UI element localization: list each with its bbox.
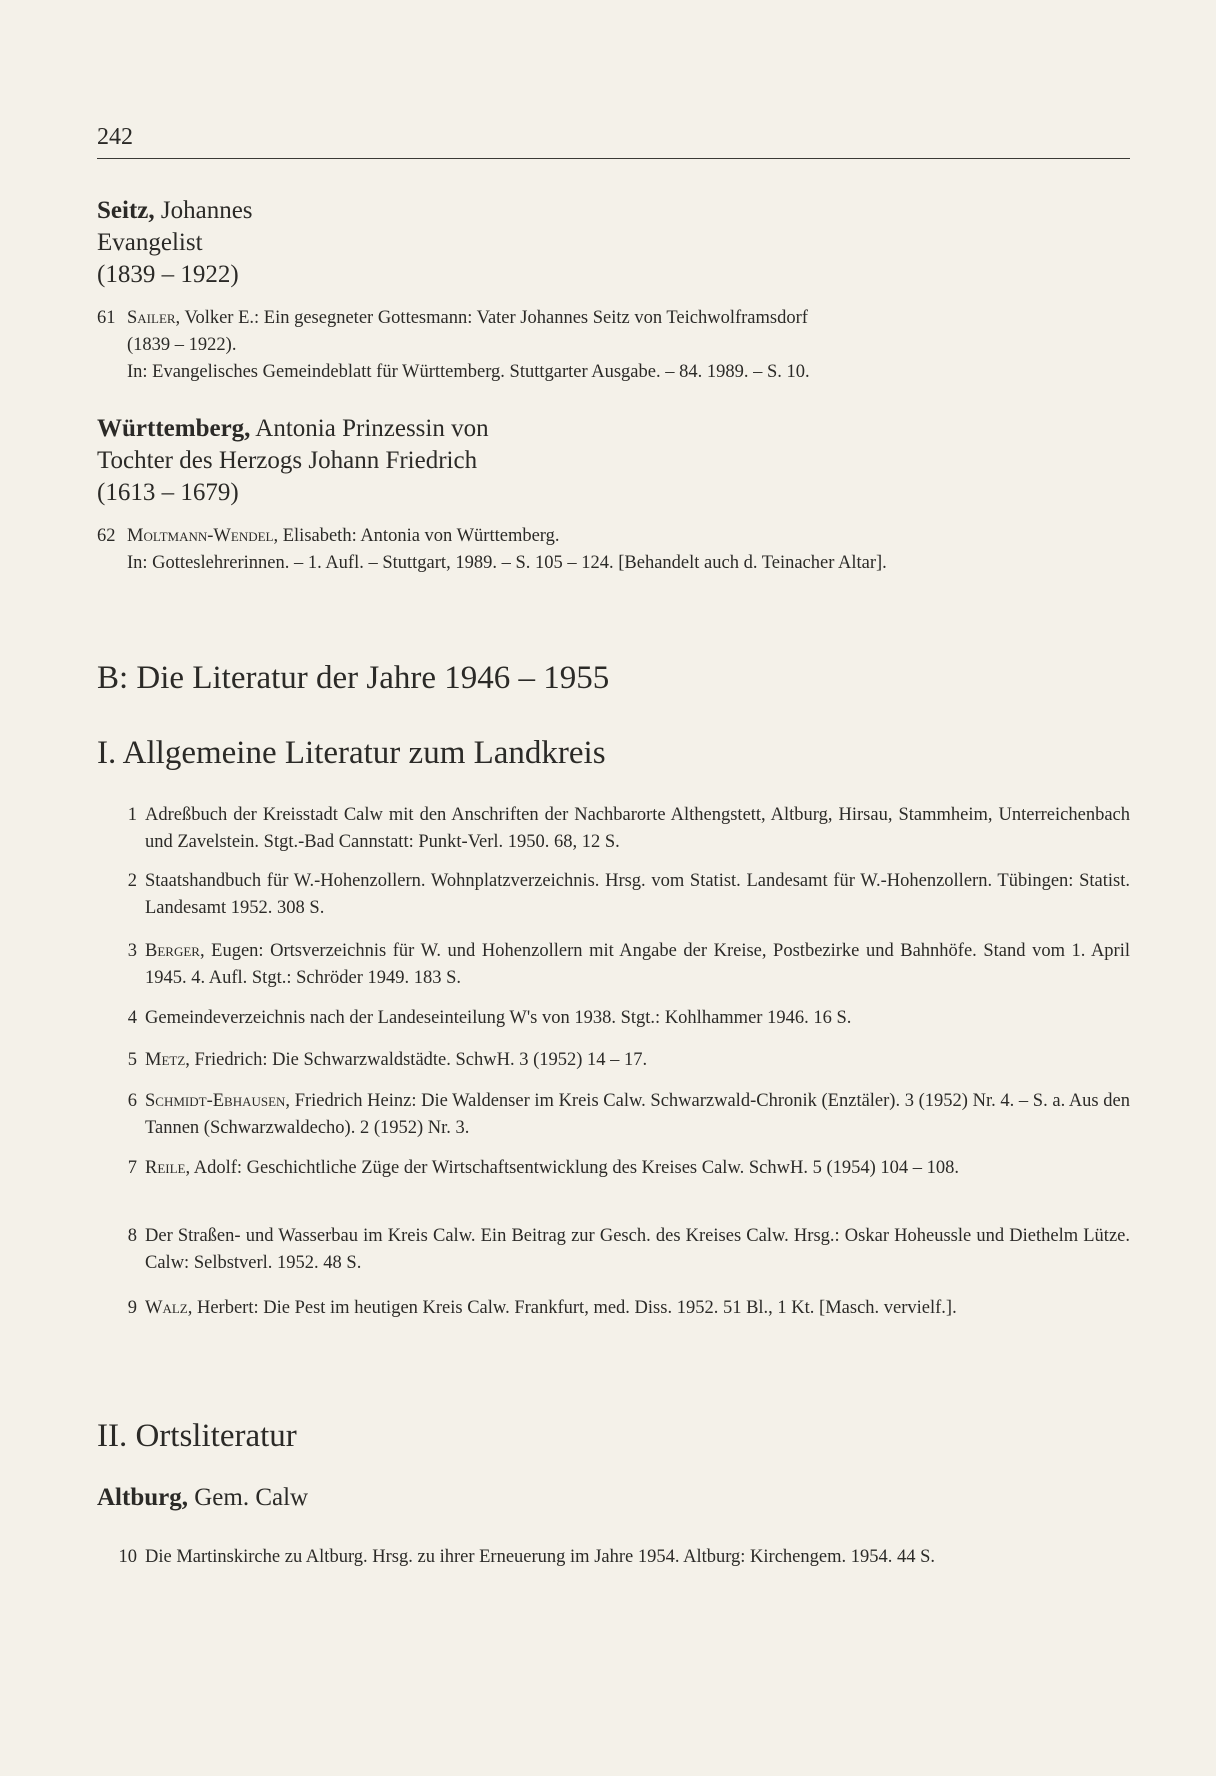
entry-text: Elisabeth: Antonia von Württemberg. <box>278 526 560 546</box>
entry-text: Adreßbuch der Kreisstadt Calw mit den Anschriften der Nachbarorte Althengstett, Altburg, Hirsau, Stammheim, Unterreichenbach und Zavelstein. Stgt.-Bad Cannstatt: Punkt-Verl. 1950. 68, 12 S. <box>145 805 1130 852</box>
entry-number: 8 <box>127 1226 137 1246</box>
entry-text: Gemeindeverzeichnis nach der Landeseinteilung W's von 1938. Stgt.: Kohlhammer 1946. 16 S. <box>145 1008 852 1028</box>
person-surname: Seitz, <box>97 197 155 224</box>
entry-number: 5 <box>127 1050 137 1070</box>
bib-entry <box>97 1223 1130 1277</box>
entry-author: Walz, <box>145 1298 193 1318</box>
bib-entry <box>97 1295 1130 1322</box>
entry-number: 2 <box>127 871 137 891</box>
entry-text: Adolf: Geschichtliche Züge der Wirtschaftsentwicklung des Kreises Calw. SchwH. 5 (1954) 104 – 108. <box>190 1158 960 1178</box>
person-surname: Württemberg, <box>97 415 251 442</box>
bib-entry <box>97 1155 1130 1182</box>
entry-number: 61 <box>97 308 116 328</box>
subsection-heading: I. Allgemeine Literatur zum Landkreis <box>97 735 606 771</box>
entry-number: 9 <box>127 1298 137 1318</box>
entry-text: Der Straßen- und Wasserbau im Kreis Calw. Ein Beitrag zur Gesch. des Kreises Calw. Hrsg.: Oskar Hoheussle und Diethelm Lütze. Calw: Selbstverl. 1952. 48 S. <box>145 1226 1130 1273</box>
entry-author: Moltmann-Wendel, <box>127 526 279 546</box>
bib-entry <box>97 1005 1130 1032</box>
person-given: Antonia Prinzessin von <box>250 415 489 442</box>
entry-author: Schmidt-Ebhausen, <box>145 1091 291 1111</box>
entry-author: Sailer, <box>127 308 181 328</box>
entry-number: 10 <box>118 1547 137 1567</box>
entry-text: Friedrich: Die Schwarzwaldstädte. SchwH. 3 (1952) 14 – 17. <box>189 1050 648 1070</box>
entry-number: 1 <box>127 805 137 825</box>
bib-entry <box>97 1088 1130 1142</box>
entry-text: Volker E.: Ein gesegneter Gottesmann: Vater Johannes Seitz von Teichwolframsdorf <box>180 308 808 328</box>
bib-entry <box>97 1544 1130 1571</box>
entry-number: 7 <box>127 1158 137 1178</box>
bib-entry <box>97 523 1130 577</box>
person-role: Tochter des Herzogs Johann Friedrich <box>97 447 478 474</box>
person-given: Johannes <box>154 197 253 224</box>
person-role: Evangelist <box>97 229 203 256</box>
bib-entry <box>97 305 1130 386</box>
entry-text: Friedrich Heinz: Die Waldenser im Kreis Calw. Schwarzwald-Chronik (Enztäler). 3 (1952) Nr. 4. – S. a. Aus den Tannen (Schwarzwaldecho). 2 (1952) Nr. 3. <box>145 1091 1130 1138</box>
bib-entry <box>97 868 1130 922</box>
location-rest: Gem. Calw <box>187 1484 309 1511</box>
person-heading <box>97 195 253 291</box>
entry-source: In: Evangelisches Gemeindeblatt für Württemberg. Stuttgarter Ausgabe. – 84. 1989. – S. 10. <box>127 362 810 382</box>
subsection-heading: II. Ortsliteratur <box>97 1418 297 1454</box>
location-name: Altburg, <box>97 1484 188 1511</box>
bib-entry <box>97 938 1130 992</box>
entry-source: In: Gotteslehrerinnen. – 1. Aufl. – Stuttgart, 1989. – S. 105 – 124. [Behandelt auch d. Teinacher Altar]. <box>127 553 887 573</box>
entry-number: 4 <box>127 1008 137 1028</box>
entry-text: Herbert: Die Pest im heutigen Kreis Calw. Frankfurt, med. Diss. 1952. 51 Bl., 1 Kt. [Masch. vervielf.]. <box>192 1298 957 1318</box>
person-dates: (1613 – 1679) <box>97 479 239 506</box>
person-dates: (1839 – 1922) <box>97 261 239 288</box>
section-heading: B: Die Literatur der Jahre 1946 – 1955 <box>97 660 610 696</box>
entry-text: (1839 – 1922). <box>127 335 237 355</box>
entry-text: Die Martinskirche zu Altburg. Hrsg. zu ihrer Erneuerung im Jahre 1954. Altburg: Kirchengem. 1954. 44 S. <box>145 1547 936 1567</box>
entry-author: Reile, <box>145 1158 191 1178</box>
entry-text: Eugen: Ortsverzeichnis für W. und Hohenzollern mit Angabe der Kreise, Postbezirke und Bahnhöfe. Stand vom 1. April 1945. 4. Aufl. Stgt.: Schröder 1949. 183 S. <box>145 941 1130 988</box>
location-heading <box>97 1484 308 1512</box>
entry-number: 6 <box>127 1091 137 1111</box>
entry-number: 62 <box>97 526 116 546</box>
bib-entry <box>97 1047 1130 1074</box>
entry-author: Metz, <box>145 1050 190 1070</box>
entry-number: 3 <box>127 941 137 961</box>
page-number: 242 <box>97 124 133 150</box>
person-heading <box>97 413 489 509</box>
header-rule <box>97 158 1130 159</box>
entry-text: Staatshandbuch für W.-Hohenzollern. Wohnplatzverzeichnis. Hrsg. vom Statist. Landesamt für W.-Hohenzollern. Tübingen: Statist. Landesamt 1952. 308 S. <box>145 871 1130 918</box>
entry-author: Berger, <box>145 941 205 961</box>
bib-entry <box>97 802 1130 856</box>
